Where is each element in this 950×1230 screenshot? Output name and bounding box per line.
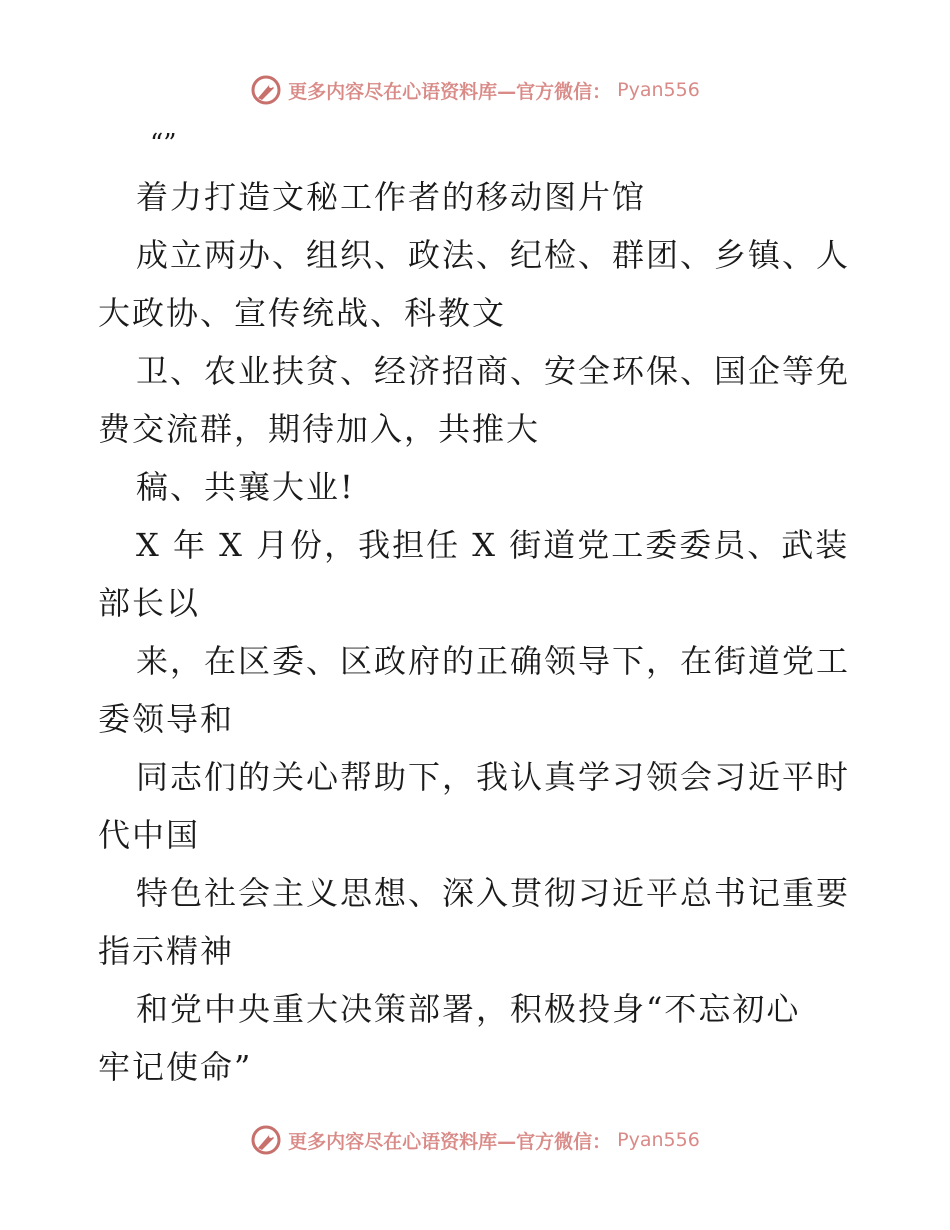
footer-watermark-banner xyxy=(0,1120,950,1160)
document-line: 代中国 xyxy=(98,816,201,854)
document-line: 成立两办、组织、政法、纪检、群团、乡镇、人 xyxy=(136,236,851,274)
document-line: 委领导和 xyxy=(98,700,235,738)
document-body xyxy=(98,120,858,1096)
document-line: 卫、农业扶贫、经济招商、安全环保、国企等免 xyxy=(136,352,851,390)
document-line: 部长以 xyxy=(98,584,201,622)
banner-text: 更多内容尽在心语资料库—官方微信： xyxy=(288,80,612,103)
document-line: 特色社会主义思想、深入贯彻习近平总书记重要 xyxy=(136,874,851,912)
banner-wechat-id: Pyan556 xyxy=(617,1129,700,1151)
pen-nib-logo-icon xyxy=(250,74,282,106)
banner-text: 更多内容尽在心语资料库—官方微信： xyxy=(288,1130,612,1153)
document-line: 和党中央重大决策部署，积极投身“不忘初心 xyxy=(136,990,801,1028)
header-watermark-banner xyxy=(0,70,950,110)
document-line: 同志们的关心帮助下，我认真学习领会习近平时 xyxy=(136,758,851,796)
document-line: 着力打造文秘工作者的移动图片馆 xyxy=(136,178,647,216)
document-line: 稿、共襄大业! xyxy=(136,468,355,506)
banner-wechat-id: Pyan556 xyxy=(617,79,700,101)
document-line: 费交流群，期待加入，共推大 xyxy=(98,410,541,448)
document-line: 大政协、宣传统战、科教文 xyxy=(98,294,507,332)
document-line: 牢记使命” xyxy=(98,1048,253,1086)
document-line: X 年 X 月份，我担任 X 街道党工委委员、武装 xyxy=(136,526,850,564)
pen-nib-logo-icon xyxy=(250,1124,282,1156)
document-line: 来，在区委、区政府的正确领导下，在街道党工 xyxy=(136,642,851,680)
quote-marks: “” xyxy=(150,129,177,159)
document-line: 指示精神 xyxy=(98,932,235,970)
